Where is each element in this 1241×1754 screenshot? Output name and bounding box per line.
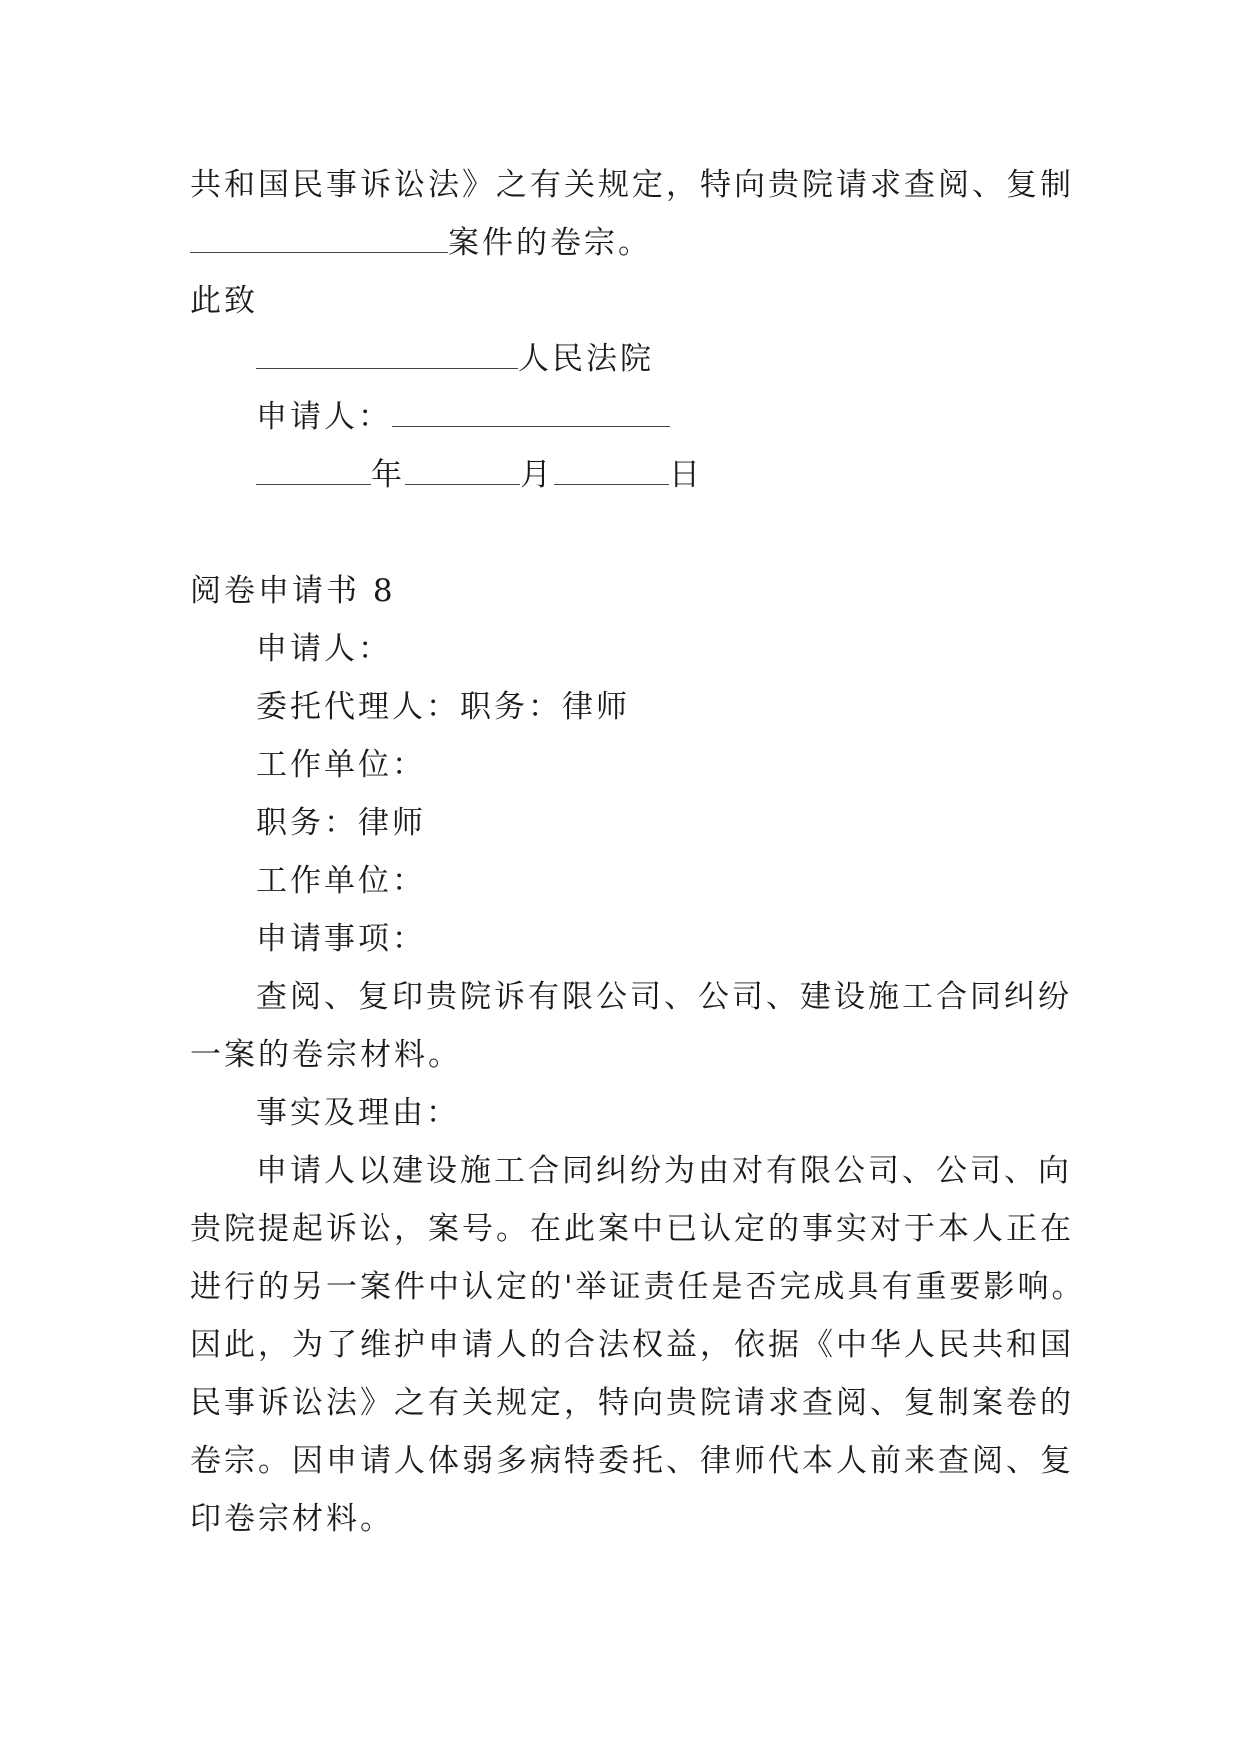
matters-heading: 申请事项： <box>256 921 426 957</box>
workplace-field: 工作单位： <box>256 863 426 899</box>
court-name-blank <box>256 342 518 369</box>
month-blank <box>405 458 520 485</box>
facts-text: 印卷宗材料。 <box>190 1501 394 1537</box>
facts-text: 民事诉讼法》之有关规定，特向贵院请求查阅、复制案卷的 <box>190 1385 1074 1421</box>
court-line <box>256 339 654 379</box>
case-name-blank <box>190 226 448 253</box>
case-suffix: 案件的卷宗。 <box>448 225 652 261</box>
section-title: 阅卷申请书 8 <box>190 573 396 609</box>
agent-field: 委托代理人：职务：律师 <box>256 689 630 725</box>
day-label: 日 <box>669 457 703 493</box>
facts-heading: 事实及理由： <box>256 1095 460 1131</box>
facts-text: 贵院提起诉讼，案号。在此案中已认定的事实对于本人正在 <box>190 1211 1074 1247</box>
matters-text: 一案的卷宗材料。 <box>190 1037 462 1073</box>
text-line: 共和国民事诉讼法》之有关规定，特向贵院请求查阅、复制 <box>190 167 1074 203</box>
applicant-signature-blank <box>392 400 670 427</box>
day-blank <box>554 458 669 485</box>
court-suffix: 人民法院 <box>518 341 654 377</box>
facts-text: 进行的另一案件中认定的'举证责任是否完成具有重要影响。 <box>190 1269 1086 1305</box>
applicant-signature-line <box>256 397 670 437</box>
applicant-signature-label: 申请人： <box>256 399 392 435</box>
applicant-field: 申请人： <box>256 631 392 667</box>
case-blank-line <box>190 223 652 263</box>
position-field: 职务：律师 <box>256 805 426 841</box>
facts-text: 卷宗。因申请人体弱多病特委托、律师代本人前来查阅、复 <box>190 1443 1074 1479</box>
workplace-field: 工作单位： <box>256 747 426 783</box>
date-line <box>256 455 703 495</box>
year-label: 年 <box>371 457 405 493</box>
salutation: 此致 <box>190 283 258 319</box>
matters-text: 查阅、复印贵院诉有限公司、公司、建设施工合同纠纷 <box>256 979 1072 1015</box>
month-label: 月 <box>520 457 554 493</box>
facts-text: 因此，为了维护申请人的合法权益，依据《中华人民共和国 <box>190 1327 1074 1363</box>
year-blank <box>256 458 371 485</box>
facts-text: 申请人以建设施工合同纠纷为由对有限公司、公司、向 <box>256 1153 1072 1189</box>
